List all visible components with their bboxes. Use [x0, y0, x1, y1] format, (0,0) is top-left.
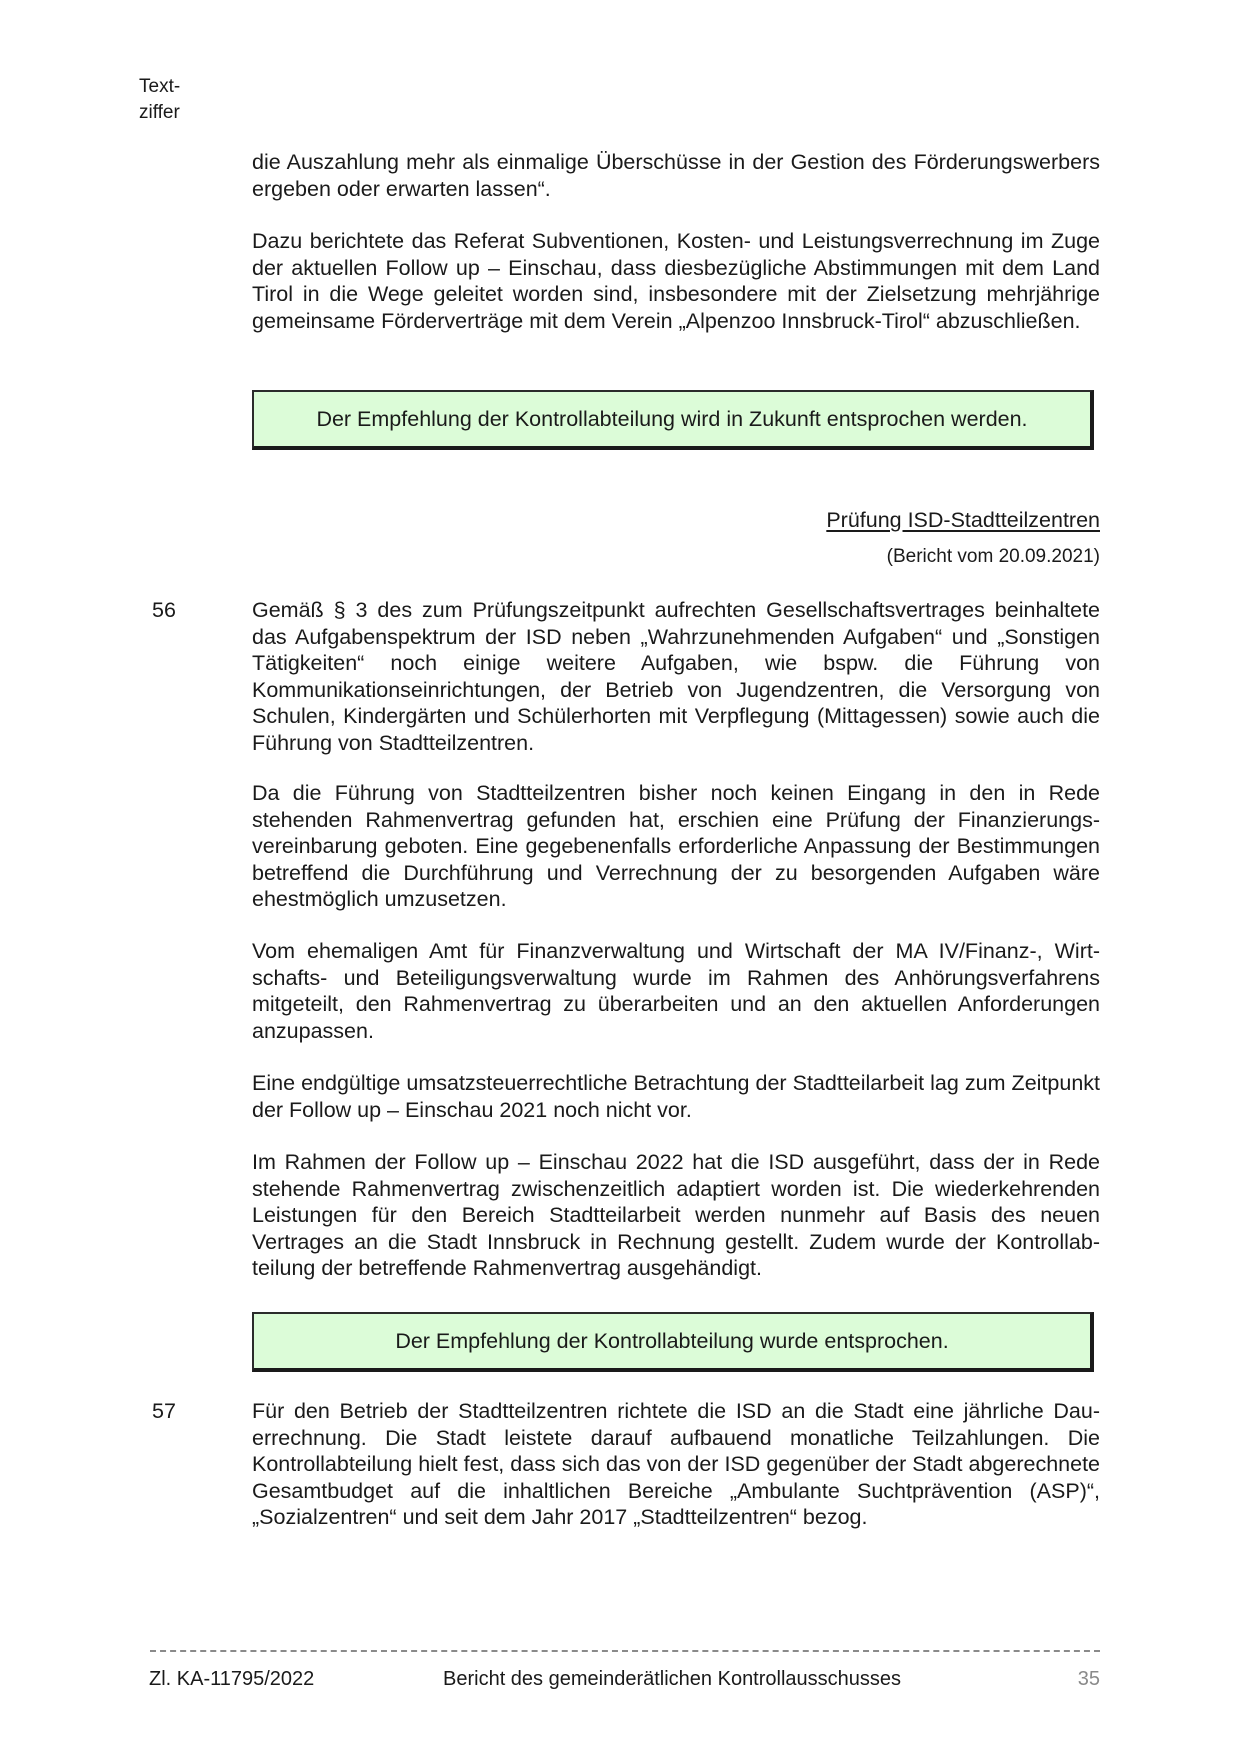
paragraph-referat: Dazu berichtete das Referat Subventionen, Kosten- und Leistungsverrechnung im Zuge der aktuellen Follow up – Einschau, dass diesbezügliche Abstimmungen mit dem Land Tirol in die Wege geleitet worden sind, insbesondere mit der Zielsetzung mehrjährige gemeinsame Förderverträge mit dem Verein „Alpenzoo Innsbruck-Tirol“ abzuschließen. [252, 229, 1100, 333]
footer-title: Bericht des gemeinderätlichen Kontrollausschusses [443, 1668, 902, 1690]
textziffer-number-56: 56 [152, 598, 176, 622]
footer-reference: Zl. KA-11795/2022 [149, 1668, 315, 1690]
textziffer-number-57: 57 [152, 1399, 176, 1423]
paragraph-56-follow-up-2022: Im Rahmen der Follow up – Einschau 2022 hat die ISD ausgeführt, dass der in Rede stehende Rahmenvertrag zwischenzeitlich adaptiert worden ist. Die wiederkehrenden Leistungen für den Bereich Stadtteilarbeit werden nunmehr auf Basis des neuen Vertrages an die Stadt Innsbruck in Rechnung gestellt. Zudem wurde der Kontrollabteilung der betreffende Rahmenvertrag ausgehändigt. [252, 1150, 1100, 1280]
footer-divider [150, 1650, 1100, 1652]
textziffer-label: Text- ziffer [139, 76, 181, 123]
recommendation-text: Der Empfehlung der Kontrollabteilung wurde entsprochen. [395, 1328, 949, 1353]
recommendation-box-fulfilled [252, 1312, 1094, 1372]
recommendation-text: Der Empfehlung der Kontrollabteilung wird in Zukunft entsprochen werden. [316, 406, 1028, 431]
paragraph-57-dauerrechnung: Für den Betrieb der Stadtteilzentren richtete die ISD an die Stadt eine jährliche Dauerrechnung. Die Stadt leistete darauf aufbauend monatliche Teilzahlungen. Die Kontrollabteilung hielt fest, dass sich das von der ISD gegenüber der Stadt abgerechnete Gesamtbudget auf die inhaltlichen Bereiche „Ambulante Suchtprävention (ASP)“, „Sozialzentren“ und seit dem Jahr 2017 „Stadtteilzentren“ bezog. [252, 1399, 1100, 1529]
section-heading: Prüfung ISD-Stadtteilzentren [826, 508, 1100, 532]
paragraph-56-finanzverwaltung: Vom ehemaligen Amt für Finanzverwaltung und Wirtschaft der MA IV/Finanz-, Wirtschafts- und Beteiligungsverwaltung wurde im Rahmen des Anhörungsverfahrens mitgeteilt, den Rahmenvertrag zu überarbeiten und an den aktuellen Anforderungen anzupassen. [252, 939, 1100, 1043]
paragraph-56-gesellschaftsvertrag: Gemäß § 3 des zum Prüfungszeitpunkt aufrechten Gesellschaftsvertrages beinhaltete das Aufgabenspektrum der ISD neben „Wahrzunehmenden Aufgaben“ und „Sonstigen Tätigkeiten“ noch einige weitere Aufgaben, wie bspw. die Führung von Kommunikationseinrichtungen, der Betrieb von Jugendzentren, die Versorgung von Schulen, Kindergärten und Schülerhorten mit Verpflegung (Mittagessen) sowie auch die Führung von Stadtteilzentren. [252, 598, 1100, 755]
paragraph-continuation: die Auszahlung mehr als einmalige Überschüsse in der Gestion des Förderungswerbers ergeben oder erwarten lassen“. [252, 150, 1100, 201]
paragraph-56-umsatzsteuer: Eine endgültige umsatzsteuerrechtliche Betrachtung der Stadtteilarbeit lag zum Zeitpunkt der Follow up – Einschau 2021 noch nicht vor. [252, 1071, 1100, 1122]
recommendation-box-future [252, 390, 1094, 450]
section-report-date: (Bericht vom 20.09.2021) [886, 546, 1100, 567]
paragraph-56-rahmenvertrag: Da die Führung von Stadtteilzentren bisher noch keinen Eingang in den in Rede stehenden Rahmenvertrag gefunden hat, erschien eine Prüfung der Finanzierungsvereinbarung geboten. Eine gegebenenfalls erforderliche Anpassung der Bestimmungen betreffend die Durchführung und Verrechnung der zu besorgenden Aufgaben wäre ehestmöglich umzusetzen. [252, 781, 1100, 911]
page-number: 35 [1077, 1668, 1100, 1690]
